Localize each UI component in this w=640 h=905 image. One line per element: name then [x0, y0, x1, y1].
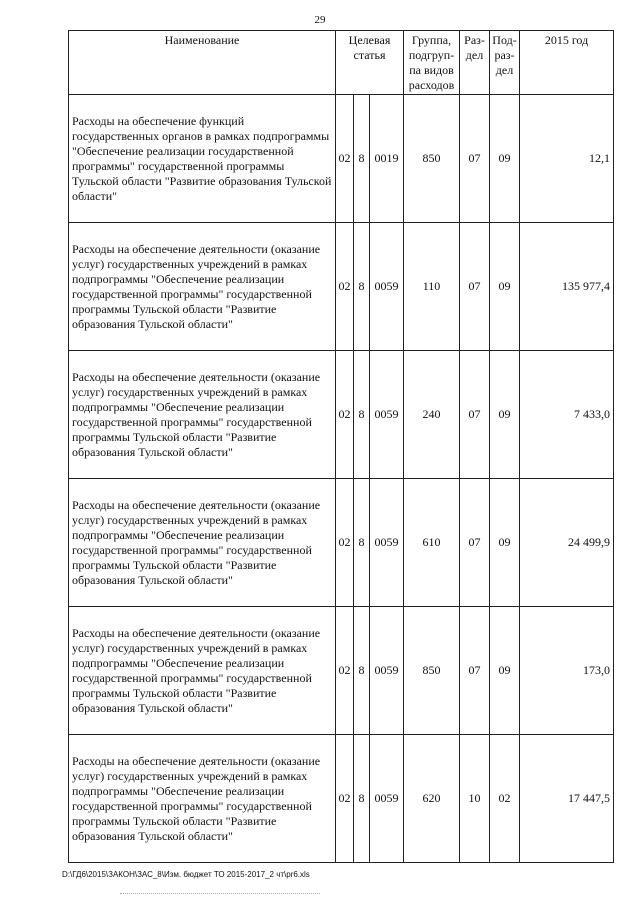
row-target-direction: 0019 — [370, 95, 404, 223]
table-row — [69, 351, 614, 479]
row-name: Расходы на обеспечение деятельности (оказание услуг) государственных учреждений в рамках подпрограммы "Обеспечение реализации государственной программы" государственной программы Тульской области "Развитие образования Тульской области" — [69, 223, 336, 351]
table-row — [69, 735, 614, 863]
header-row — [69, 31, 614, 95]
header-group: Группа, подгруп-па видов расходов — [404, 31, 460, 95]
row-amount: 135 977,4 — [520, 223, 614, 351]
row-expense-group: 240 — [404, 351, 460, 479]
row-subsection: 02 — [490, 735, 520, 863]
row-name: Расходы на обеспечение деятельности (оказание услуг) государственных учреждений в рамках подпрограммы "Обеспечение реализации государственной программы" государственной программы Тульской области "Развитие образования Тульской области" — [69, 607, 336, 735]
row-section: 07 — [460, 479, 490, 607]
row-target-direction: 0059 — [370, 223, 404, 351]
table-row — [69, 479, 614, 607]
row-amount: 12,1 — [520, 95, 614, 223]
header-name: Наименование — [69, 31, 336, 95]
row-section: 07 — [460, 607, 490, 735]
row-amount: 173,0 — [520, 607, 614, 735]
row-target-subprogram: 8 — [354, 479, 370, 607]
header-target: Целевая статья — [336, 31, 404, 95]
table-row — [69, 607, 614, 735]
row-name: Расходы на обеспечение деятельности (оказание услуг) государственных учреждений в рамках подпрограммы "Обеспечение реализации государственной программы" государственной программы Тульской области "Развитие образования Тульской области" — [69, 735, 336, 863]
table-row — [69, 223, 614, 351]
header-section: Раз-дел — [460, 31, 490, 95]
row-target-subprogram: 8 — [354, 95, 370, 223]
row-target-program: 02 — [336, 223, 354, 351]
row-subsection: 09 — [490, 607, 520, 735]
row-subsection: 09 — [490, 95, 520, 223]
row-expense-group: 850 — [404, 607, 460, 735]
header-subsection: Под-раз-дел — [490, 31, 520, 95]
row-target-subprogram: 8 — [354, 607, 370, 735]
row-section: 07 — [460, 223, 490, 351]
scan-artifact — [120, 893, 320, 896]
row-subsection: 09 — [490, 351, 520, 479]
row-expense-group: 610 — [404, 479, 460, 607]
row-section: 10 — [460, 735, 490, 863]
row-target-subprogram: 8 — [354, 223, 370, 351]
table-row — [69, 95, 614, 223]
row-target-program: 02 — [336, 351, 354, 479]
row-amount: 7 433,0 — [520, 351, 614, 479]
row-expense-group: 620 — [404, 735, 460, 863]
file-path-footer: D:\ГД6\2015\ЗАКОН\ЗАС_8\Изм. бюджет ТО 2015-2017_2 чт\pr6.xls — [62, 870, 310, 879]
row-target-direction: 0059 — [370, 479, 404, 607]
row-expense-group: 850 — [404, 95, 460, 223]
row-subsection: 09 — [490, 479, 520, 607]
budget-table — [68, 30, 614, 863]
row-target-program: 02 — [336, 95, 354, 223]
row-target-subprogram: 8 — [354, 735, 370, 863]
page-number: 29 — [314, 14, 326, 26]
header-year: 2015 год — [520, 31, 614, 95]
row-target-direction: 0059 — [370, 607, 404, 735]
row-target-direction: 0059 — [370, 351, 404, 479]
row-name: Расходы на обеспечение функций государственных органов в рамках подпрограммы "Обеспечение реализации государственной программы" государственной программы Тульской области "Развитие образования Тульской области" — [69, 95, 336, 223]
row-subsection: 09 — [490, 223, 520, 351]
row-amount: 17 447,5 — [520, 735, 614, 863]
row-expense-group: 110 — [404, 223, 460, 351]
row-amount: 24 499,9 — [520, 479, 614, 607]
row-section: 07 — [460, 351, 490, 479]
row-name: Расходы на обеспечение деятельности (оказание услуг) государственных учреждений в рамках подпрограммы "Обеспечение реализации государственной программы" государственной программы Тульской области "Развитие образования Тульской области" — [69, 479, 336, 607]
row-section: 07 — [460, 95, 490, 223]
row-target-subprogram: 8 — [354, 351, 370, 479]
row-target-program: 02 — [336, 735, 354, 863]
row-name: Расходы на обеспечение деятельности (оказание услуг) государственных учреждений в рамках подпрограммы "Обеспечение реализации государственной программы" государственной программы Тульской области "Развитие образования Тульской области" — [69, 351, 336, 479]
row-target-direction: 0059 — [370, 735, 404, 863]
row-target-program: 02 — [336, 607, 354, 735]
row-target-program: 02 — [336, 479, 354, 607]
